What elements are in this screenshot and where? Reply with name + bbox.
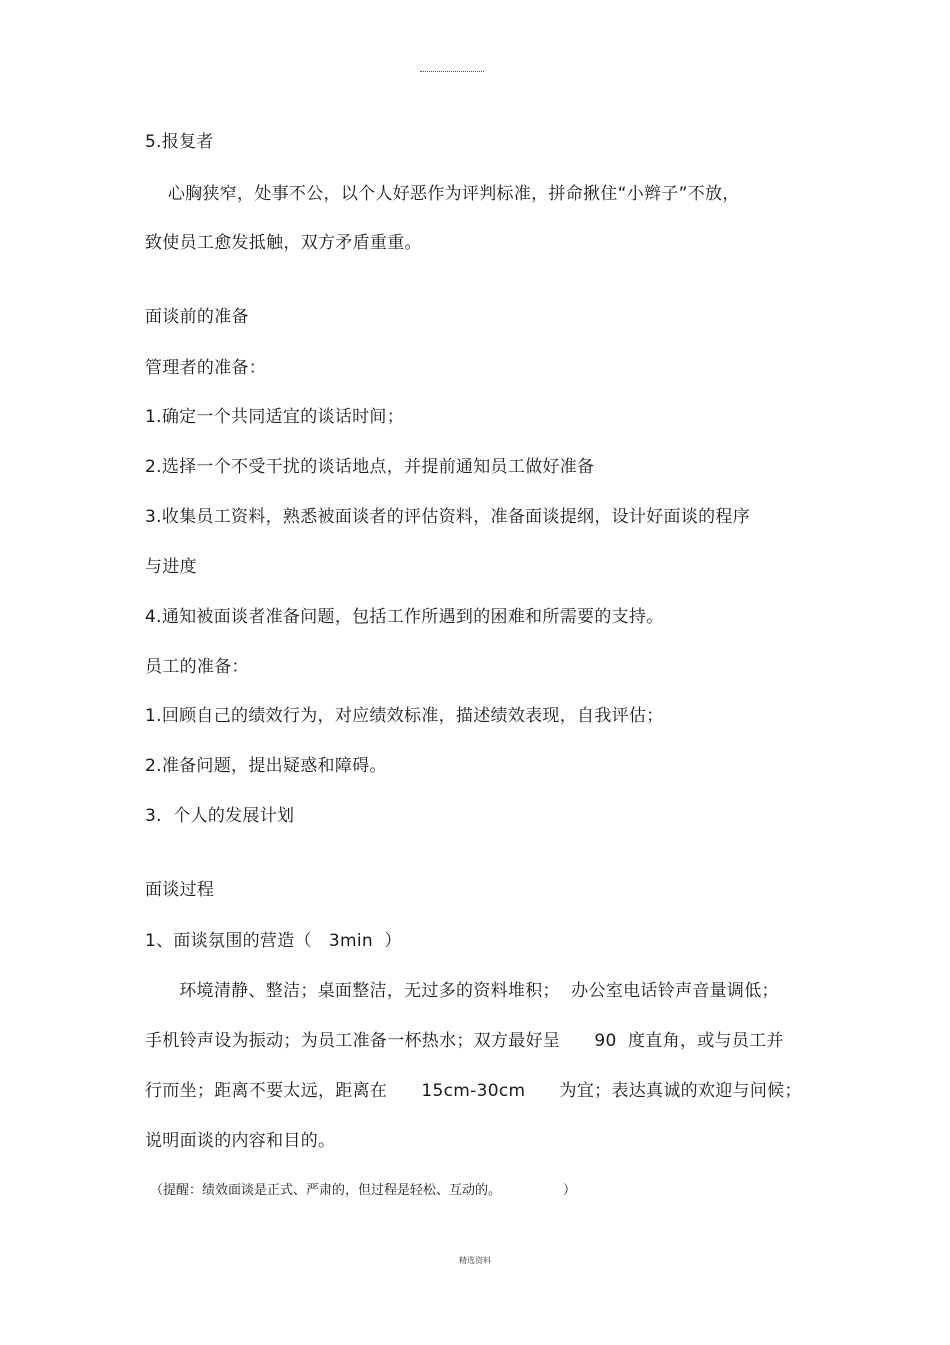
page-footer: 精选资料 <box>459 1256 491 1265</box>
paragraph-line: 行而坐；距离不要太远，距离在 15cm-30cm 为宜；表达真诚的欢迎与问候； <box>145 1081 802 1101</box>
section-heading-preparation: 面谈前的准备 <box>145 307 249 327</box>
list-item: 3. 个人的发展计划 <box>145 806 295 826</box>
list-item-continuation: 与进度 <box>145 557 197 577</box>
subheading-atmosphere: 1、面谈氛围的营造（ 3min ） <box>145 931 402 951</box>
list-item: 1.确定一个共同适宜的谈话时间； <box>145 407 405 427</box>
paragraph-line: 环境清静、整洁；桌面整洁，无过多的资料堆积； 办公室电话铃声音量调低； <box>145 981 779 1001</box>
section-heading-retaliator: 5.报复者 <box>145 132 214 152</box>
paragraph-line: 说明面谈的内容和目的。 <box>145 1131 336 1151</box>
list-item: 1.回顾自己的绩效行为，对应绩效标准，描述绩效表现，自我评估； <box>145 706 664 726</box>
header-rule <box>420 71 484 72</box>
paragraph-line: 手机铃声设为振动；为员工准备一杯热水；双方最好呈 90 度直角，或与员工并 <box>145 1031 784 1051</box>
list-item: 2.选择一个不受干扰的谈话地点，并提前通知员工做好准备 <box>145 457 595 477</box>
list-item: 3.收集员工资料，熟悉被面谈者的评估资料，准备面谈提纲，设计好面谈的程序 <box>145 507 751 527</box>
section-heading-process: 面谈过程 <box>145 880 215 900</box>
subheading-manager-prep: 管理者的准备： <box>145 358 267 378</box>
subheading-employee-prep: 员工的准备： <box>145 657 249 677</box>
list-item: 4.通知被面谈者准备问题，包括工作所遇到的困难和所需要的支持。 <box>145 607 664 627</box>
paragraph-line: 致使员工愈发抵触，双方矛盾重重。 <box>145 233 422 253</box>
reminder-note: （提醒：绩效面谈是正式、严肃的，但过程是轻松、互动的。 ） <box>150 1183 576 1198</box>
list-item: 2.准备问题，提出疑惑和障碍。 <box>145 756 387 776</box>
paragraph-line: 心胸狭窄，处事不公，以个人好恶作为评判标准，拼命揪住“小辫子”不放， <box>145 184 740 204</box>
